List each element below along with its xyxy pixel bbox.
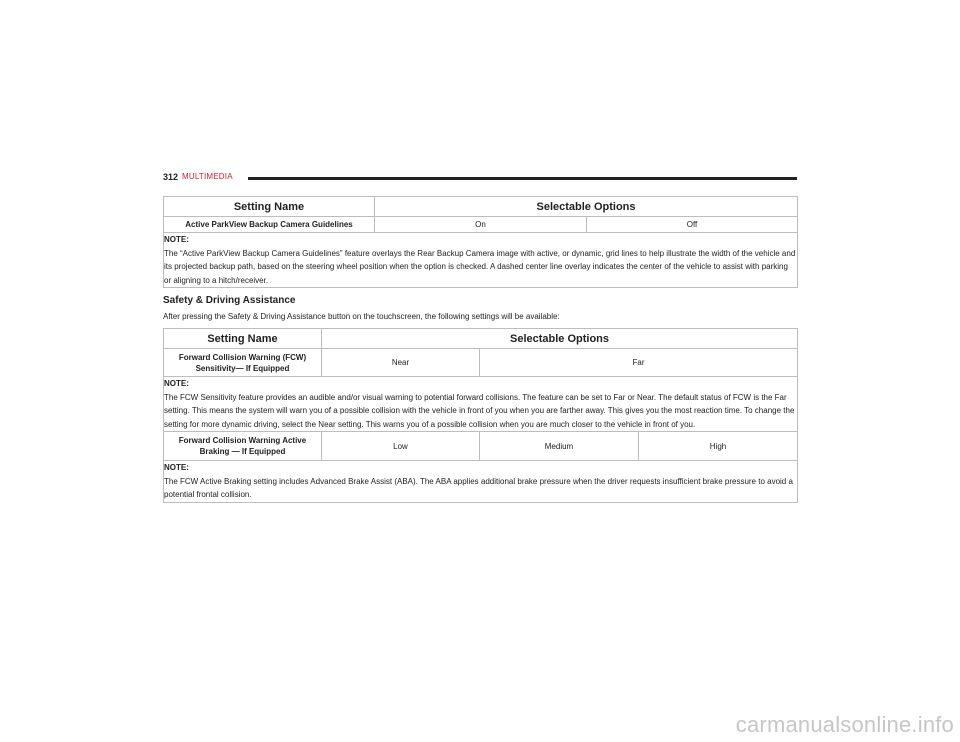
setting-name-line: Braking — If Equipped bbox=[199, 447, 286, 456]
setting-name-header: Setting Name bbox=[164, 329, 322, 349]
option-cell: Medium bbox=[480, 432, 639, 461]
note-label: NOTE: bbox=[164, 379, 189, 388]
section-name: MULTIMEDIA bbox=[182, 172, 233, 181]
option-cell: Off bbox=[587, 217, 798, 233]
option-cell: On bbox=[375, 217, 587, 233]
setting-name-line: Forward Collision Warning (FCW) bbox=[178, 352, 307, 362]
setting-name-cell bbox=[164, 432, 322, 461]
note-label: NOTE: bbox=[164, 235, 189, 244]
setting-name-line: Sensitivity— If Equipped bbox=[195, 363, 290, 373]
setting-name-line: Forward Collision Warning Active bbox=[178, 436, 307, 445]
section-intro: After pressing the Safety & Driving Assistance button on the touchscreen, the following settings will be available: bbox=[163, 312, 560, 321]
note-cell bbox=[164, 377, 798, 432]
safety-settings-table bbox=[163, 328, 798, 503]
setting-name-header: Setting Name bbox=[164, 197, 375, 217]
header-rule bbox=[248, 177, 797, 180]
note-text: The “Active ParkView Backup Camera Guidelines” feature overlays the Rear Backup Camera image with active, or dynamic, grid lines to help illustrate the width of the vehicle and its projected backup path, based on the steering wheel position when the option is checked. A dashed center line overlay indicates the center of the vehicle to assist with parking or aligning to a hitch/receiver. bbox=[164, 248, 796, 285]
page-header bbox=[163, 172, 797, 184]
page-number: 312 bbox=[163, 172, 179, 182]
section-title: Safety & Driving Assistance bbox=[163, 295, 296, 306]
setting-name-cell: Active ParkView Backup Camera Guidelines bbox=[164, 217, 375, 233]
option-cell: High bbox=[639, 432, 798, 461]
option-cell: Far bbox=[480, 349, 798, 377]
note-text: The FCW Sensitivity feature provides an audible and/or visual warning to potential forward collisions. The feature can be set to Far or Near. The default status of FCW is the Far setting. This means the system will warn you of a possible collision with the vehicle in front of you when you are farther away. This gives you the most reaction time. To change the setting for more dynamic driving, select the Near setting. This warns you of a possible collision when you are much closer to the vehicle in front of you. bbox=[164, 392, 795, 429]
option-cell: Low bbox=[322, 432, 480, 461]
camera-settings-table bbox=[163, 196, 798, 288]
note-cell bbox=[164, 461, 798, 503]
setting-name-cell bbox=[164, 349, 322, 377]
watermark: carmanualsonline.info bbox=[735, 712, 954, 737]
note-label: NOTE: bbox=[164, 463, 189, 472]
note-text: The FCW Active Braking setting includes Advanced Brake Assist (ABA). The ABA applies additional brake pressure when the driver requests insufficient brake pressure to avoid a potential frontal collision. bbox=[164, 476, 793, 499]
note-cell bbox=[164, 233, 798, 288]
selectable-options-header: Selectable Options bbox=[375, 197, 798, 217]
option-cell: Near bbox=[322, 349, 480, 377]
selectable-options-header: Selectable Options bbox=[322, 329, 798, 349]
